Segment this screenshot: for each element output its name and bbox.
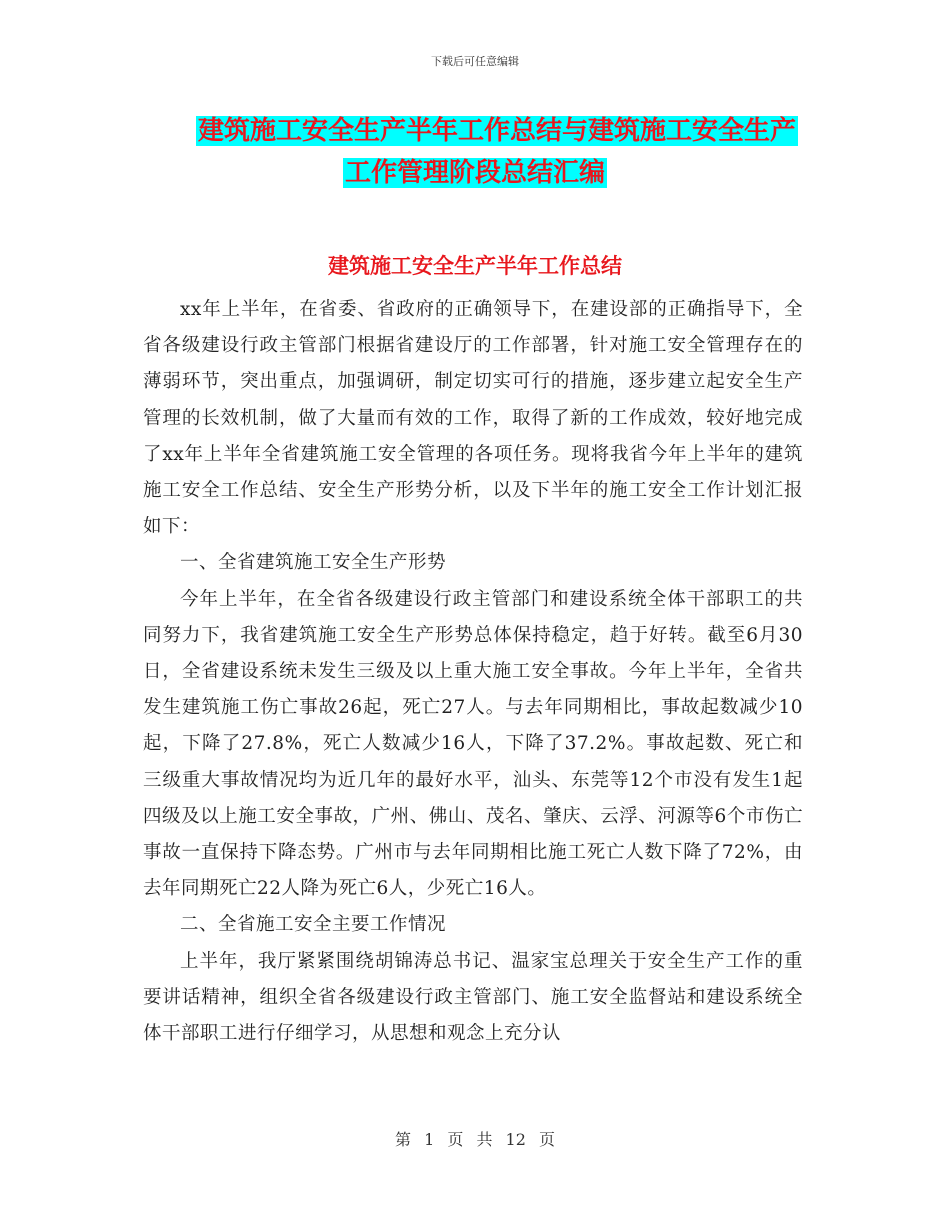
title-line-2-text: 工作管理阶段总结汇编 <box>344 158 605 188</box>
paragraph-situation: 今年上半年，在全省各级建设行政主管部门和建设系统全体干部职工的共同努力下，我省建筑施工安全生产形势总体保持稳定，趋于好转。截至6月30日，全省建设系统未发生三级及以上重大施工安全事故。今年上半年，全省共发生建筑施工伤亡事故26起，死亡27人。与去年同期相比，事故起数减少10起，下降了27.8%，死亡人数减少16人，下降了37.2%。事故起数、死亡和三级重大事故情况均为近几年的最好水平，汕头、东莞等12个市没有发生1起四级及以上施工安全事故，广州、佛山、茂名、肇庆、云浮、河源等6个市伤亡事故一直保持下降态势。广州市与去年同期相比施工死亡人数下降了72%，由去年同期死亡22人降为死亡6人，少死亡16人。 <box>143 588 803 900</box>
paragraph-intro: xx年上半年，在省委、省政府的正确领导下，在建设部的正确指导下，全省各级建设行政主管部门根据省建设厅的工作部署，针对施工安全管理存在的薄弱环节，突出重点，加强调研，制定切实可行的措施，逐步建立起安全生产管理的长效机制，做了大量而有效的工作，取得了新的工作成效，较好地完成了xx年上半年全省建筑施工安全管理的各项任务。现将我省今年上半年的建筑施工安全工作总结、安全生产形势分析，以及下半年的施工安全工作计划汇报如下： <box>143 299 803 538</box>
document-title-line-1 <box>0 113 950 149</box>
paragraph-work: 上半年，我厅紧紧围绕胡锦涛总书记、温家宝总理关于安全生产工作的重要讲话精神，组织全省各级建设行政主管部门、施工安全监督站和建设系统全体干部职工进行仔细学习，从思想和观念上充分认 <box>143 950 803 1045</box>
page-footer: 第 1 页 共 12 页 <box>395 1130 555 1149</box>
section-title: 建筑施工安全生产半年工作总结 <box>328 253 622 278</box>
heading-1: 一、全省建筑施工安全生产形势 <box>180 552 447 574</box>
heading-2: 二、全省施工安全主要工作情况 <box>180 914 447 936</box>
document-title-line-2 <box>0 155 950 191</box>
body-text <box>143 292 803 1052</box>
title-line-1-text: 建筑施工安全生产半年工作总结与建筑施工安全生产 <box>197 116 796 146</box>
header-note: 下载后可任意编辑 <box>431 55 519 68</box>
